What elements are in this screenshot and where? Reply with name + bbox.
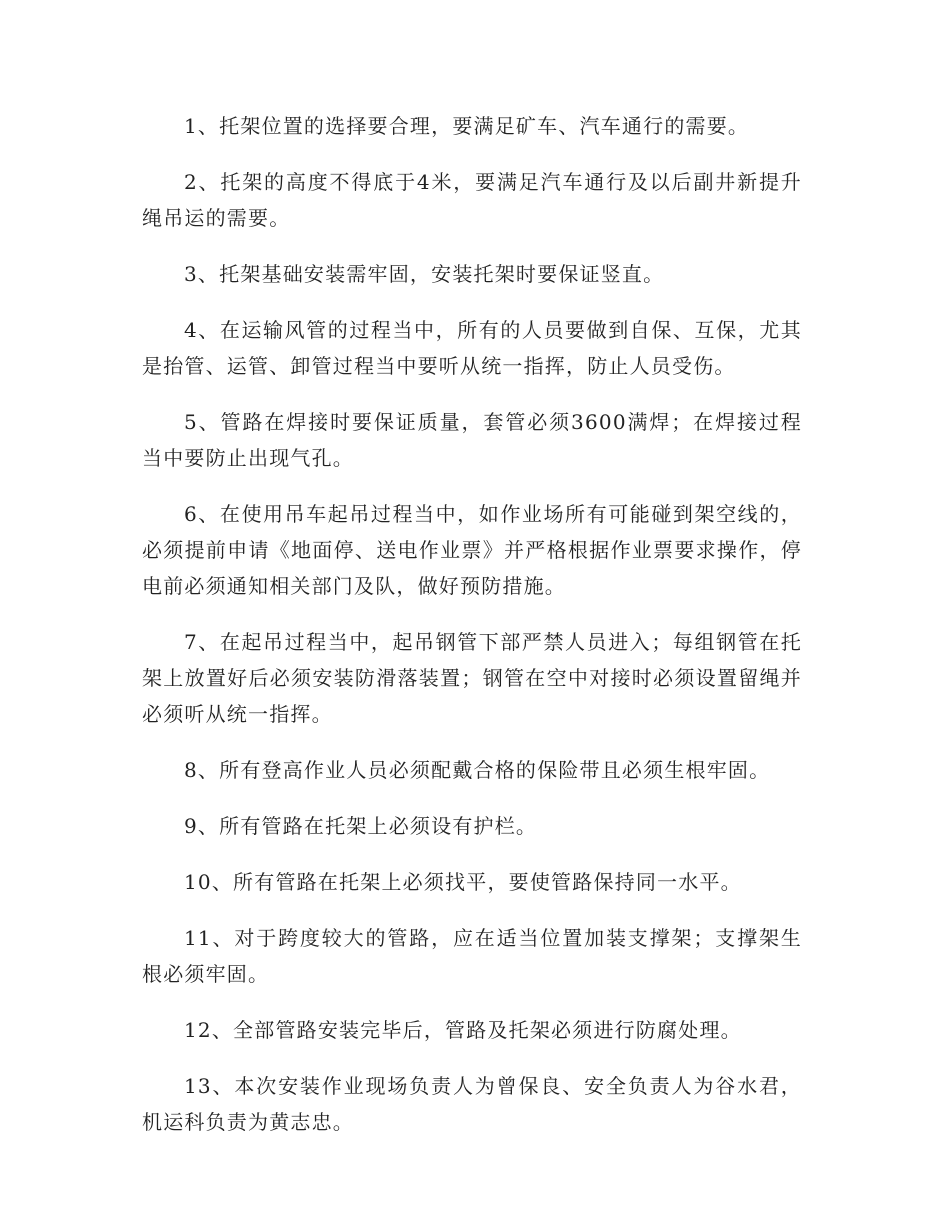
list-item: 3、托架基础安装需牢固，安装托架时要保证竖直。 [184,262,665,286]
list-item: 8、所有登高作业人员必须配戴合格的保险带且必须生根牢固。 [184,758,771,782]
list-item: 1、托架位置的选择要合理，要满足矿车、汽车通行的需要。 [184,114,750,138]
list-item: 10、所有管路在托架上必须找平，要使管路保持同一水平。 [184,870,742,894]
list-item: 11、对于跨度较大的管路，应在适当位置加装支撑架；支撑架生根必须牢固。 [142,926,802,986]
list-item: 12、全部管路安装完毕后，管路及托架必须进行防腐处理。 [184,1018,742,1042]
list-item: 4、在运输风管的过程当中，所有的人员要做到自保、互保，尤其是抬管、运管、卸管过程当中要听从统一指挥，防止人员受伤。 [142,318,802,378]
list-item: 2、托架的高度不得底于4米，要满足汽车通行及以后副井新提升绳吊运的需要。 [142,170,802,230]
list-item: 13、本次安装作业现场负责人为曾保良、安全负责人为谷水君，机运科负责为黄志忠。 [142,1074,802,1134]
list-item: 7、在起吊过程当中，起吊钢管下部严禁人员进入；每组钢管在托架上放置好后必须安装防滑落装置；钢管在空中对接时必须设置留绳并必须听从统一指挥。 [142,630,802,726]
list-item: 6、在使用吊车起吊过程当中，如作业场所有可能碰到架空线的，必须提前申请《地面停、送电作业票》并严格根据作业票要求操作，停电前必须通知相关部门及队，做好预防措施。 [142,502,802,598]
list-item: 5、管路在焊接时要保证质量，套管必须3600满焊；在焊接过程当中要防止出现气孔。 [142,410,802,470]
list-item: 9、所有管路在托架上必须设有护栏。 [184,814,538,838]
document-body [142,108,802,1160]
